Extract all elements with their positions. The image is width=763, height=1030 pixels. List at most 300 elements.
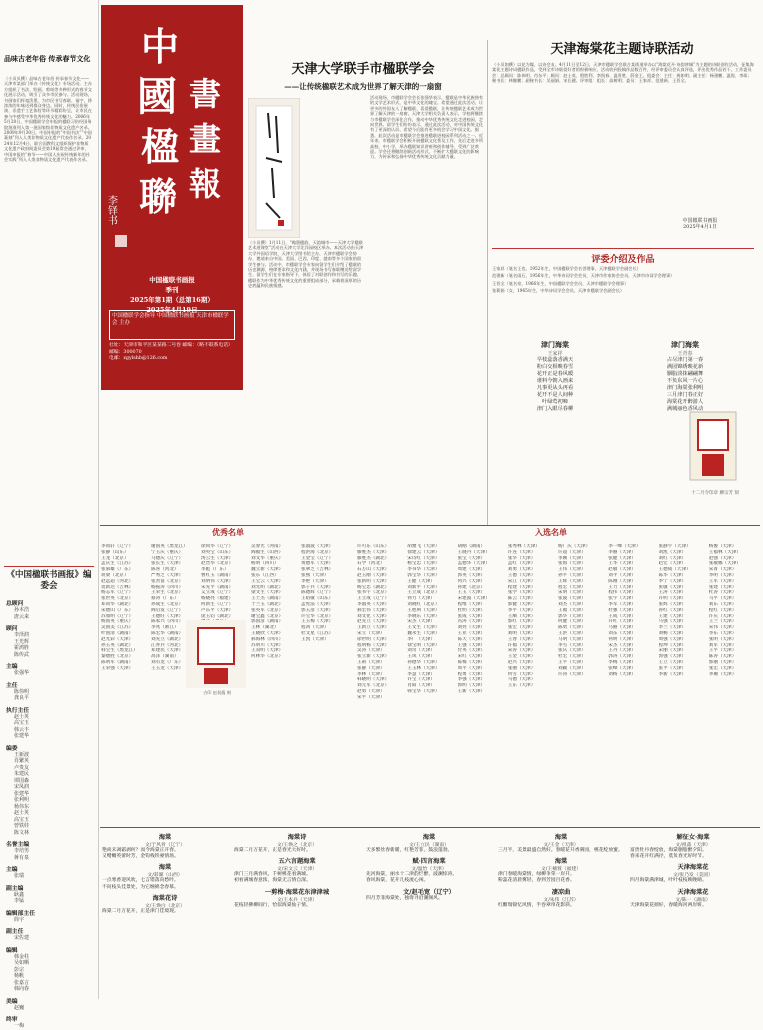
name-entry: 刘文化（天津） [357,613,390,619]
bottom-poem-author: 文/彩湖（山西） [147,873,183,879]
bottom-poem-line: 海棠二月万花开，正是津门佳境现。 [102,908,179,914]
bottom-poem-title: 海棠花诗 [152,894,178,902]
name-entry: 张静（山东） [101,549,129,555]
bottom-poem-column [102,830,228,995]
name-entry: 杨宝忠（天津） [407,561,440,567]
name-entry: 赵远超（河北） [101,578,134,584]
name-entry: 程洪海（北京） [301,549,334,555]
masthead-char-4: 聯 [139,174,178,219]
masthead-char-5: 書 [189,75,222,113]
bottom-poem-author: 文/王本兵（天津） [277,897,317,903]
bottom-poem-line: 津门三月满春风，千树桃花看满城。 [234,872,311,878]
name-entry: 孙玉英（湖北） [101,642,134,648]
edit-board-role: 主编 [6,867,18,873]
name-entry: 王丹（天津） [608,648,636,654]
bottom-poem-author: 文/陈一（湖南） [675,897,711,903]
divider [492,248,754,249]
name-entry: 秦德胜（北京） [101,654,134,660]
name-entry: 李彪（广东） [201,567,229,573]
name-entry: 王春（天津） [507,636,536,642]
name-entry: 阎启发（辽宁） [151,607,184,613]
name-entry: 刘平（天津） [608,572,636,578]
name-entry: 石万山（天津） [357,567,390,573]
name-entry: 张波（天津） [558,596,586,602]
bottom-poem-line: 四月芳菲海棠处，独倚寻沿潮阁风。 [366,895,443,901]
edit-board-role: 执行主任 [6,707,30,714]
edit-board-name: 张建华 [14,733,30,739]
name-entry: 王新立（天津） [357,625,390,631]
name-entry: 魏立新（天津） [251,567,284,573]
name-entry: 孟宪法（天津） [301,601,334,607]
name-entry: 吴涛（天津） [357,648,385,654]
name-entry: 宋伟（天津） [708,625,737,631]
name-entry: 郭华（天津） [558,613,586,619]
name-entry: 宋杰（天津） [407,619,435,625]
bottom-poem-author: 文/温怡（天津） [411,867,447,873]
name-entry: 刘元军（北京） [357,683,390,689]
edit-board-name: 唐云来 [14,613,30,620]
name-entry: 何健（天津） [558,619,586,625]
bottom-poem-title: 海棠 [422,834,436,841]
name-entry: 王力（天津） [608,584,636,590]
name-entry: 石学（河北） [357,561,385,567]
edit-board-name: 张嘉言 [14,979,30,986]
masthead-subtitle [109,275,235,315]
name-entry: 张健（天津） [608,555,636,561]
name-entry: 刘奇（天津） [407,648,435,654]
divider [100,525,760,526]
name-entry: 王荣强（天津） [101,665,134,671]
name-entry: 郭英（天津） [457,572,486,578]
masthead-paper-name: 中国楹联书画报 [149,276,195,284]
name-entry: 王立成（辽宁） [357,596,390,602]
masthead-address: 社址：天津市和平区某某路二号卷 邮编：（略不联系电话） [109,343,233,348]
edit-board-name: 张利明 [14,797,30,803]
selected-section-label: 入选名单 [535,527,567,537]
bottom-poem-author: 文/宋文云（天津） [277,867,317,873]
seal-artwork [688,410,738,482]
name-entry: 李强（天津） [457,677,486,683]
edit-board-name: 霍鸿胜 [14,645,30,651]
name-entry: 张英军（北京） [251,607,284,613]
name-entry: 徐世明（天津） [357,636,390,642]
name-entry: 张宇（天津） [608,596,636,602]
name-entry: 王晓欣（天津） [251,630,284,636]
bottom-poem-title: 一剪梅·海棠花东津津城 [264,888,330,896]
left-column-title: 品味古老年俗 传承春节文化 [4,54,91,63]
name-entry: 王东（天津） [507,683,536,689]
name-entry: 王龙（北京） [101,555,129,561]
name-entry: 赵光彩（天津） [101,636,134,642]
name-entry: 刘勇（天津） [507,567,536,573]
edit-board-role: 副主编 [6,885,24,892]
bottom-poem-title: 凄凉曲 [551,888,571,896]
name-entry: 王健（天津） [407,578,435,584]
name-entry: 陈云（天津） [507,596,536,602]
name-entry: 杨明（四川） [251,561,279,567]
name-entry: 李刚（天津） [558,555,586,561]
bottom-poem-line: 三月半，美景最盛自然好。春暖花开香满园，桃花绽放蜜。 [498,848,623,853]
name-entry: 刘红（天津） [658,555,687,561]
masthead-postcode: 邮编：300070 [109,349,142,355]
divider [100,827,760,828]
name-entry: 陈家兴（四川） [151,619,184,625]
edit-board-role: 主编 [6,664,18,670]
edit-board-name: 朱建民 [14,771,30,777]
poem-line: 三月津门春正好 [666,392,704,398]
name-entry: 刘晓红（北京） [407,601,440,607]
name-entry: 张建（天津） [708,584,737,590]
name-entry: 王德（天津） [507,572,536,578]
name-entry: 严秀芝（天津） [151,572,184,578]
article1-subhead: ——让传统楹联艺术成为世界了解天津的一扇窗 [284,82,442,91]
name-entry: 王宝云（天津） [251,578,284,584]
name-entry: 郝海林（四川） [251,636,284,642]
name-entry: 李雪（天津） [558,642,586,648]
name-entry: 宋平（天津） [357,694,385,700]
name-entry: 张宝（天津） [457,555,486,561]
article1-body-a: （小贝撰）1月11日，“翰墨楹韵，天韵城市——天津大学楹联艺术进课堂”活动在天津大学北洋园校区举办。本次活动由天津大学外国语学院、天津大学图书馆主办，天津市楹联学会协办，邀请来自中国、美国、巴西、印度、越南等多个国家的留学生参与。活动中，市楹联学会专家向留学生们介绍了楹联的历史渊源、格律要求和文化内涵，并现场书写春联赠送给留学生。留学生们在专家指导下，体验了对联创作和书写的乐趣。楹联作为中华优秀传统文化的重要组成部分，承载着深厚的历史底蕴和民族情感。 [248,240,364,289]
name-entry: 陈刚（天津） [608,578,636,584]
name-column [100,544,150,672]
name-entry: 程伟（天津） [608,590,636,596]
bottom-poem-author: 文/张乃发（美国） [673,873,713,879]
edit-board-name: 李培男 [14,848,30,854]
name-entry: 刘凯（天津） [658,549,687,555]
name-entry: 杨志军（辽宁） [101,590,134,596]
masthead-calligraphy [101,15,243,260]
bottom-poem-line: 津门春暖海棠情，绿柳争荣一岸开。 [498,872,575,878]
name-entry: 王胜利（天津） [407,607,440,613]
name-entry: 王平（天津） [708,648,737,654]
name-entry: 陈涛（天津） [708,654,737,660]
name-entry: 王晓丹（天津） [457,549,490,555]
article2-body: （小贝如撰）以花为媒，以诗会友。4月11日至12日，天津市楹联学会联合某街道举办以“海棠花开·诗韵津城”为主题的诗联创作活动，征集海棠花主题诗词楹联作品，受到全市诗联爱好者的积极响应。活动收到投稿作品数百件，经评审委员会认真评选，评出优秀作品若干。工作委员会：总顾问：陈伟明、肖东平；顾问：赵士英、殷胜利、李凯春、温贵胜、薛金王。组委会：主任：龚如明；副主任：杨建鹏、温锐、李琛；秘书长：林继鹏；副秘书长：吴丽娟、宋长健。评审组：组长：高树明；委员：王家祥、范建新、王晋全。 [492,62,754,84]
review-entry: 王家祥（笔名王也，1952年生，中国楹联学会名誉理事，天津楹联学会副会长） [492,266,641,271]
bottom-poem-line: 富贵牡丹春绽放，海棠胭脂醉夕阳。 [630,848,707,853]
name-entry: 冯涛（天津） [457,619,486,625]
name-entry: 王荣生（北京） [151,590,184,596]
edit-board-name: 韩向春 [14,986,30,992]
edit-board-list [6,595,94,1029]
name-entry: 许宝（天津） [407,677,435,683]
poem-lines [620,357,750,413]
name-entry: 孟红（天津） [507,561,536,567]
name-entry: 蒋梁（北京） [101,572,129,578]
name-entry: 刘先立（湖北） [151,636,184,642]
edit-board-role: 主任 [6,682,18,689]
name-entry: 宋立（天津） [357,630,385,636]
divider [487,40,488,525]
bottom-poem-author: 文/朱伟（江苏） [543,897,579,903]
edit-board-name: 张强华 [14,670,30,676]
name-entry: 李平（天津） [507,607,536,613]
bottom-poem-title: 海棠诗 [287,834,307,841]
poem-title: 津门海棠 [671,340,699,349]
edit-board-name: 杨帆 [14,973,25,979]
bottom-poem-title: 海棠 [554,858,568,866]
poem-line: 谁料今朝入画来 [536,378,574,384]
name-entry: 刘新平（天津） [407,584,440,590]
review-title: 评委介绍及作品 [591,255,655,265]
name-entry: 江亦兵（河北） [151,642,184,648]
name-entry: 郭涛（天津） [608,654,636,660]
name-entry: 张峰（天津） [608,665,636,671]
name-entry: 吴国美（江苏） [101,625,134,631]
name-entry: 王平（天津） [558,659,586,665]
bottom-poem-line: 红酣瑞锦忆风情，半卷翠帘花影斜。 [498,902,575,908]
name-entry: 张学（天津） [507,590,536,596]
name-entry: 陈梅（天津） [457,659,486,665]
name-entry: 宋建波（天津） [457,596,490,602]
name-entry: 谢国英（黑龙江） [151,544,188,549]
name-entry: 何新生（辽宁） [201,601,234,607]
name-entry: 许宝华（北京） [301,613,334,619]
name-entry: 许可东（山东） [357,544,390,549]
edit-board-name: 陈文林 [14,829,30,836]
name-entry: 杨广庆（天津） [558,544,591,549]
name-entry: 徐同华（辽宁） [201,544,234,549]
bottom-poem-author: 文/王金（天津） [543,843,579,848]
name-entry: 魏永生（天津） [407,630,440,636]
name-entry: 邓同华（湖北） [101,601,134,607]
name-entry: 李晓东（天津） [407,613,440,619]
name-entry: 宋先平（湖南） [201,584,234,590]
name-entry: 胡刚（湖南） [457,544,486,549]
name-entry: 许红（天津） [608,619,636,625]
poem-line: 叶绿莺初啼 [542,399,568,405]
name-entry: 肖阳（天津） [407,683,435,689]
name-entry: 张东（江西） [251,572,279,578]
name-entry: 许连（天津） [507,549,536,555]
edit-board-name: 高宝玉 [14,720,30,726]
edit-board-role: 编辑 [6,947,18,954]
edit-board-role: 顾问 [6,626,18,632]
name-entry: 王辉（天津） [558,578,586,584]
edit-board-name: 陈伟明 [14,688,30,695]
edit-board-name: 杨伟东 [14,803,30,810]
name-entry: 刘光明（湖北） [251,584,284,590]
article1-headline: 天津大学联手市楹联学会 [291,62,435,77]
divider [4,566,94,567]
masthead-frequency: 季刊 [165,286,179,294]
section-bar [100,527,760,540]
name-entry: 王莉（天津） [357,659,385,665]
name-entry: 王凯（天津） [301,636,329,642]
name-column [457,544,507,695]
name-entry: 宋德山（广东） [101,607,134,613]
name-entry: 王建（天津） [658,613,687,619]
name-entry: 蔡涛（广东） [151,596,179,602]
name-entry: 李军（天津） [608,601,636,607]
name-entry: 王顺（天津） [507,613,536,619]
name-entry: 杨国英（重庆） [101,619,134,625]
name-entry: 赵玉刚（天津） [357,572,390,578]
name-entry: 郭健（天津） [507,601,536,607]
name-entry: 陈勇（天津） [558,625,586,631]
name-entry: 张新明（天津） [357,578,390,584]
poem-author: 王家祥 [547,351,563,357]
name-entry: 周平（天津） [457,665,486,671]
masthead-email: 电邮：zgylshb@126.com [109,356,168,361]
edit-board-title: 《中国楹联书画报》编委会 [6,570,92,591]
name-entry: 黄德军（天津） [301,561,334,567]
name-entry: 付英（天津） [457,648,486,654]
name-entry: 张华（天津） [507,555,536,561]
name-entry: 韩宝生（黑龙江） [101,648,138,654]
name-entry: 杨晓亮（福建） [201,596,234,602]
edit-board-role: 总顾问 [6,601,24,607]
name-entry: 郝宏伟（天津） [357,607,390,613]
name-entry: 杜明（天津） [457,607,486,613]
name-entry: 宋丽（天津） [658,648,687,654]
name-entry: 李淑英（天津） [357,601,390,607]
name-entry: 宁玉庆（重庆） [151,549,184,555]
name-entry: 王福林（天津） [708,549,741,555]
name-entry: 郭宝华（天津） [407,572,440,578]
name-entry: 王亚（天津） [457,630,486,636]
edit-board-name: 宋佐建 [14,935,30,941]
name-entry: 李梅（天津） [608,659,636,665]
bottom-poem-line: 天多繁丝春新暖，红艳芳菲，鼓浪蓬勃。 [366,848,453,853]
name-entry: 刘畅（天津） [658,630,687,636]
name-entry: 艾立成（辽宁） [201,590,234,596]
name-column [507,544,557,689]
bottom-poem-title: 海棠 [158,864,172,872]
name-entry: 苏明川（天津） [251,642,284,648]
bottom-poem-line: 初看满城春意浓，海棠无言情自深。 [234,878,311,884]
name-entry: 张成（天津） [457,613,486,619]
edit-board-name: 张建华 [14,790,30,797]
name-entry: 张翠芝（吉林） [301,567,334,573]
bottom-poem-title: 解征女·海棠 [676,834,710,841]
name-column [607,544,657,677]
name-entry: 李林（天津） [357,671,385,677]
name-column [557,544,607,677]
name-entry: 陈明军（湖南） [101,659,134,665]
name-entry: 宋红（天津） [457,654,486,660]
name-entry: 程坤（天津） [658,642,687,648]
name-entry: 赵兴（天津） [507,659,536,665]
lower-seal-artwork [186,620,246,688]
name-entry: 孙成生（北京） [151,601,184,607]
edit-board-name: 王新波 [14,751,30,758]
name-entry: 刘有龙（广东） [151,659,184,665]
bottom-poem-line: 花枝轻拂柳间行，恰似海棠仙子情。 [234,902,311,908]
article1-calligraphy-image [248,98,300,238]
name-entry: 宋江（天津） [507,578,536,584]
bottom-poem-line: 四月海棠满津城，叶叶枝枝映晚晴。 [630,878,707,884]
review-list [492,266,754,336]
name-entry: 宋诗红（天津） [407,555,440,561]
name-entry: 郭国彦（湖南） [251,619,284,625]
poem-title: 津门海棠 [541,340,569,349]
name-entry: 孙德华（天津） [407,659,440,665]
bottom-poem-line: 海棠二月万花开，正是春光大好时。 [234,848,311,853]
name-entry: 何兴（天津） [457,578,486,584]
edit-board-name: 赵士英 [14,810,30,816]
edit-board-name: 高宝玉 [14,816,30,823]
review-entry: 王晋全（笔名泉，1966年生，中国楹联学会会员，天津市楹联学会理事） [492,280,629,286]
left-column-intro: （小贝贝撰）品味古老年俗 传承春节文化——天津市某部门举办《传统文化》专场活动。主办方组织了书法、绘画、剪纸等多种形式的春节文化展示活动，吸引了众多市民参与。活动现场，书画家们挥毫泼墨，为市民书写春联、福字，将浓浓的年味送到群众身边。同时，传统民俗展演、非遗手工艺体验等环节精彩纷呈，让市民在参与中感受中华优秀传统文化的魅力。2006年5月20日，中国楹联学会申报的楹联习俗经国务院批准列入第一批国家级非物质文化遗产名录。2009年9月30日，中国申报的“中国书法”“中国篆刻”列入人类非物质文化遗产代表作名录。2024年12月4日，联合国教科文组织保护非物质文化遗产政府间委员会第19届常会通过评审，中国申报的“春节——中国人庆祝传统新年的社会实践”列入人类非物质文化遗产代表作名录。 [4,76,92,163]
name-entry: 王军（天津） [708,578,737,584]
name-entry: 刘明伟（天津） [201,578,234,584]
poem-line: 胭脂淡抹翩翩舞 [666,371,704,377]
left-column [0,0,99,1029]
name-entry: 何明（天津） [608,636,636,642]
edit-board-name: 龚良平 [14,695,30,701]
name-entry: 阎福生（山西） [251,549,284,555]
name-entry: 赵强（天津） [708,555,737,561]
name-column [658,544,708,677]
name-entry: 孙平（天津） [558,572,586,578]
name-entry: 刘杨（天津） [608,671,636,677]
name-column [708,544,758,677]
name-entry: 许明（天津） [658,596,687,602]
poem-line: 早枝蕊落香满天 [536,357,574,363]
name-entry: 杨振涛（四川） [151,584,184,590]
name-entry: 李新（天津） [658,671,687,677]
edit-board-name: 赵士英 [14,713,30,720]
poem-author: 王青春 [677,351,693,357]
edit-board-role: 美编 [6,998,18,1005]
name-entry: 程明杨（天津） [357,642,390,648]
name-entry: 程鸿（天津） [301,625,329,631]
masthead-sponsor-box: 中国楹联学会指导 中国楹联书画报 天津市楹联学会 主办 [109,310,235,340]
masthead-seal [115,235,127,247]
poem-tianjin [495,340,615,525]
bottom-poem-title: 五六言题海棠 [278,858,316,866]
name-entry: 程宏（天津） [558,584,586,590]
name-entry: 邓建民（天津） [151,648,184,654]
name-entry: 刘杰（天津） [558,601,586,607]
name-entry: 郭玉彦（天津） [301,607,334,613]
name-entry: 王伟（天津） [558,567,586,573]
article2-footer-date: 2025年4月1日 [682,224,718,231]
selected-names-grid [356,544,758,829]
name-entry: 郭明（天津） [457,683,486,689]
name-entry: 张宏（天津） [708,665,737,671]
edit-board-name: 肖繁英 [14,758,30,764]
name-entry: 何林华（北京） [251,654,284,660]
bottom-poem-line: 粉蕊花清晨雾轻，春到芳园百花香。 [498,878,575,884]
name-entry: 王玉梅（天津） [301,619,334,625]
name-entry: 韩宝华（天津） [407,688,440,694]
bottom-poem-author: 文/王楠蓉（福建） [541,867,581,873]
name-entry: 张立新（天津） [357,654,390,660]
bottom-poem-title: 天津海棠花 [677,888,709,896]
name-entry: 许福（天津） [507,642,536,648]
name-entry: 苏加明（辽宁） [101,613,134,619]
name-entry: 孟德华（天津） [457,561,490,567]
lower-seal-caption: 古印 赵叔孺 刻 [203,690,231,695]
edit-board-name: 蒋有泉 [14,854,30,861]
bottom-poem-line: 天津海棠花颜好，春暖海河两岸妍。 [630,902,707,908]
edit-board-name: 孙本浩 [14,607,30,613]
name-entry: 陈德辉（辽宁） [301,590,334,596]
name-entry: 李艳（天津） [301,578,329,584]
name-entry: 李同轩（辽宁） [101,544,134,549]
edit-board-role: 名誉主编 [6,842,30,848]
edit-board-role: 副主任 [6,929,24,935]
name-entry: 杜宏（天津） [558,654,586,660]
name-entry: 张敏（天津） [658,584,687,590]
name-column [356,544,406,701]
name-entry: 李慧（天津） [407,671,435,677]
name-entry: 张静（天津） [357,665,385,671]
masthead-char-3: 楹 [141,124,180,169]
name-entry: 李兆（浙江） [151,625,179,631]
